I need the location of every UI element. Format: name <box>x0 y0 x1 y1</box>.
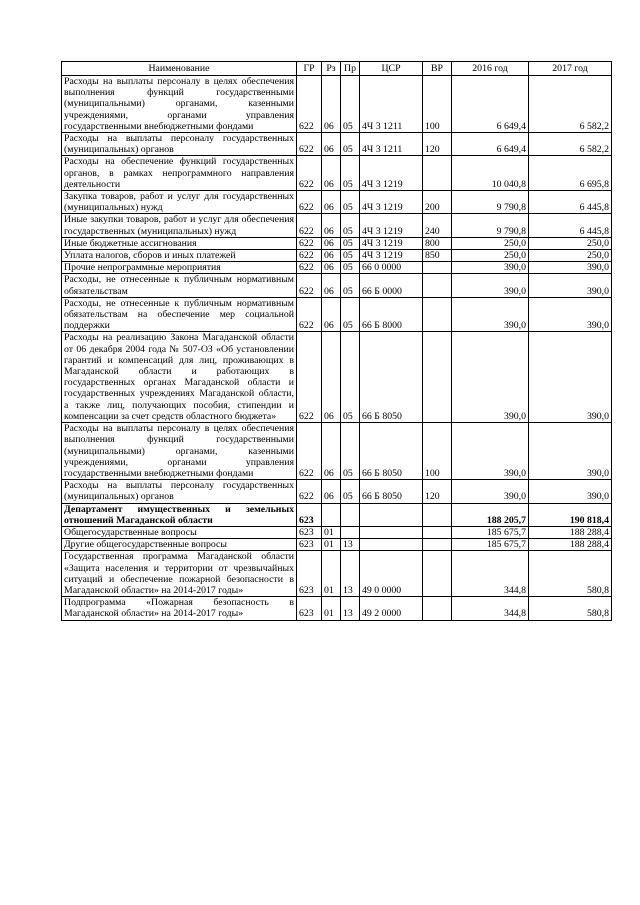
row-2017: 188 288,4 <box>529 539 612 551</box>
row-csr <box>360 526 423 538</box>
row-2016: 344,8 <box>452 597 529 620</box>
table-row <box>62 250 612 262</box>
row-2016: 344,8 <box>452 551 529 597</box>
row-vr: 800 <box>423 237 452 249</box>
row-rz: 06 <box>322 250 341 262</box>
header-pr: Пр <box>341 62 360 76</box>
header-row <box>62 62 612 76</box>
row-name: Государственная программа Магаданской области «Защита населения и территории от чрезвычайных ситуаций и обеспечение пожарной безопасности в Магаданской области» на 2014-2017 годы» <box>62 551 297 597</box>
table-row <box>62 551 612 597</box>
row-pr: 05 <box>341 332 360 423</box>
row-2017: 390,0 <box>529 480 612 503</box>
table-row <box>62 539 612 551</box>
header-gr: ГР <box>297 62 322 76</box>
row-csr: 49 2 0000 <box>360 597 423 620</box>
row-2016: 185 675,7 <box>452 526 529 538</box>
table-row <box>62 133 612 156</box>
row-2017: 6 445,8 <box>529 191 612 214</box>
row-2016: 10 040,8 <box>452 156 529 191</box>
row-2017: 6 582,2 <box>529 76 612 133</box>
row-rz <box>322 503 341 526</box>
row-name: Иные закупки товаров, работ и услуг для обеспечения государственных (муниципальных) нужд <box>62 214 297 237</box>
row-name: Закупка товаров, работ и услуг для государственных (муниципальных) нужд <box>62 191 297 214</box>
row-vr <box>423 597 452 620</box>
row-pr: 05 <box>341 214 360 237</box>
row-gr: 623 <box>297 526 322 538</box>
table-row <box>62 262 612 274</box>
row-gr: 622 <box>297 214 322 237</box>
row-vr <box>423 551 452 597</box>
row-2017: 250,0 <box>529 250 612 262</box>
row-rz: 06 <box>322 237 341 249</box>
row-pr: 13 <box>341 539 360 551</box>
row-gr: 623 <box>297 551 322 597</box>
row-rz: 06 <box>322 262 341 274</box>
row-2017: 6 582,2 <box>529 133 612 156</box>
row-pr: 05 <box>341 262 360 274</box>
table-row <box>62 332 612 423</box>
row-vr: 240 <box>423 214 452 237</box>
row-rz: 06 <box>322 133 341 156</box>
row-vr: 120 <box>423 480 452 503</box>
row-2016: 390,0 <box>452 297 529 332</box>
row-rz: 01 <box>322 526 341 538</box>
row-rz: 06 <box>322 480 341 503</box>
row-name: Иные бюджетные ассигнования <box>62 237 297 249</box>
row-csr: 4Ч 3 1211 <box>360 76 423 133</box>
row-2016: 185 675,7 <box>452 539 529 551</box>
row-gr: 622 <box>297 274 322 297</box>
table-row <box>62 156 612 191</box>
row-name: Расходы на выплаты персоналу в целях обеспечения выполнения функций государственными (муниципальными) органами, казенными учреждениями, органами управления государственными внебюджетными фондами <box>62 76 297 133</box>
row-2017: 6 695,8 <box>529 156 612 191</box>
row-pr: 05 <box>341 156 360 191</box>
row-pr: 05 <box>341 76 360 133</box>
row-vr <box>423 526 452 538</box>
row-vr <box>423 332 452 423</box>
row-gr: 623 <box>297 503 322 526</box>
row-pr: 05 <box>341 297 360 332</box>
row-rz: 06 <box>322 332 341 423</box>
row-gr: 622 <box>297 332 322 423</box>
row-vr <box>423 262 452 274</box>
row-rz: 06 <box>322 274 341 297</box>
row-pr: 05 <box>341 274 360 297</box>
table-row <box>62 237 612 249</box>
header-vr: ВР <box>423 62 452 76</box>
row-gr: 622 <box>297 133 322 156</box>
table-row <box>62 480 612 503</box>
row-csr: 4Ч 3 1211 <box>360 133 423 156</box>
table-row <box>62 297 612 332</box>
row-pr: 13 <box>341 597 360 620</box>
row-vr: 100 <box>423 423 452 480</box>
row-csr: 4Ч 3 1219 <box>360 250 423 262</box>
row-csr: 4Ч 3 1219 <box>360 156 423 191</box>
row-name: Департамент имущественных и земельных отношений Магаданской области <box>62 503 297 526</box>
table-row <box>62 423 612 480</box>
row-pr: 05 <box>341 191 360 214</box>
row-pr <box>341 526 360 538</box>
header-name: Наименование <box>62 62 297 76</box>
row-2016: 390,0 <box>452 480 529 503</box>
row-csr: 4Ч 3 1219 <box>360 237 423 249</box>
row-vr <box>423 539 452 551</box>
row-name: Расходы на обеспечение функций государственных органов, в рамках непрограммного направления деятельности <box>62 156 297 191</box>
row-vr: 200 <box>423 191 452 214</box>
row-gr: 622 <box>297 156 322 191</box>
row-2016: 390,0 <box>452 274 529 297</box>
row-gr: 623 <box>297 539 322 551</box>
row-vr: 100 <box>423 76 452 133</box>
row-name: Расходы на выплаты персоналу государственных (муниципальных) органов <box>62 133 297 156</box>
row-2016: 390,0 <box>452 262 529 274</box>
header-2017: 2017 год <box>529 62 612 76</box>
row-vr <box>423 274 452 297</box>
row-pr: 05 <box>341 423 360 480</box>
row-rz: 06 <box>322 214 341 237</box>
table-row <box>62 214 612 237</box>
row-csr: 66 Б 8050 <box>360 423 423 480</box>
row-rz: 01 <box>322 539 341 551</box>
row-csr: 66 Б 8050 <box>360 480 423 503</box>
row-name: Прочие непрограммные мероприятия <box>62 262 297 274</box>
row-2017: 250,0 <box>529 237 612 249</box>
table-row <box>62 526 612 538</box>
row-csr: 4Ч 3 1219 <box>360 214 423 237</box>
table-row <box>62 274 612 297</box>
row-2016: 188 205,7 <box>452 503 529 526</box>
row-rz: 01 <box>322 597 341 620</box>
row-gr: 623 <box>297 597 322 620</box>
budget-table <box>61 61 612 621</box>
row-2017: 390,0 <box>529 274 612 297</box>
row-csr: 49 0 0000 <box>360 551 423 597</box>
row-gr: 622 <box>297 423 322 480</box>
row-name: Расходы на реализацию Закона Магаданской области от 06 декабря 2004 года № 507-ОЗ «Об установлении гарантий и компенсаций для лиц, проживающих в Магаданской области и работающих в государственных органах Магаданской области и государственных учреждениях Магаданской области, а также лиц, получающих пособия, стипендии и компенсации за счет средств областного бюджета» <box>62 332 297 423</box>
row-pr: 05 <box>341 237 360 249</box>
row-csr: 66 Б 8050 <box>360 332 423 423</box>
row-name: Расходы на выплаты персоналу в целях обеспечения выполнения функций государственными (муниципальными) органами, казенными учреждениями, органами управления государственными внебюджетными фондами <box>62 423 297 480</box>
row-2017: 6 445,8 <box>529 214 612 237</box>
table-row <box>62 191 612 214</box>
table-row <box>62 76 612 133</box>
row-name: Другие общегосударственные вопросы <box>62 539 297 551</box>
row-2017: 580,8 <box>529 551 612 597</box>
row-name: Расходы, не отнесенные к публичным нормативным обязательствам на обеспечение мер социальной поддержки <box>62 297 297 332</box>
row-gr: 622 <box>297 480 322 503</box>
row-vr <box>423 156 452 191</box>
row-gr: 622 <box>297 76 322 133</box>
header-2016: 2016 год <box>452 62 529 76</box>
row-pr <box>341 503 360 526</box>
table-header <box>62 62 612 76</box>
row-pr: 05 <box>341 480 360 503</box>
row-name: Расходы, не отнесенные к публичным нормативным обязательствам <box>62 274 297 297</box>
row-vr <box>423 503 452 526</box>
row-rz: 06 <box>322 76 341 133</box>
row-2016: 6 649,4 <box>452 76 529 133</box>
row-rz: 06 <box>322 191 341 214</box>
row-2017: 390,0 <box>529 423 612 480</box>
row-2016: 390,0 <box>452 423 529 480</box>
row-2016: 250,0 <box>452 250 529 262</box>
row-vr: 850 <box>423 250 452 262</box>
row-gr: 622 <box>297 237 322 249</box>
row-name: Расходы на выплаты персоналу государственных (муниципальных) органов <box>62 480 297 503</box>
row-csr <box>360 503 423 526</box>
row-pr: 05 <box>341 133 360 156</box>
table-row <box>62 597 612 620</box>
row-rz: 06 <box>322 423 341 480</box>
row-rz: 01 <box>322 551 341 597</box>
row-csr: 4Ч 3 1219 <box>360 191 423 214</box>
row-2017: 390,0 <box>529 297 612 332</box>
row-pr: 13 <box>341 551 360 597</box>
row-gr: 622 <box>297 297 322 332</box>
row-2017: 188 288,4 <box>529 526 612 538</box>
table-body <box>62 76 612 621</box>
row-2016: 390,0 <box>452 332 529 423</box>
row-2017: 190 818,4 <box>529 503 612 526</box>
row-name: Подпрограмма «Пожарная безопасность в Магаданской области» на 2014-2017 годы» <box>62 597 297 620</box>
table-row <box>62 503 612 526</box>
row-csr: 66 0 0000 <box>360 262 423 274</box>
row-2017: 580,8 <box>529 597 612 620</box>
row-gr: 622 <box>297 262 322 274</box>
row-csr: 66 Б 8000 <box>360 297 423 332</box>
row-csr <box>360 539 423 551</box>
row-vr: 120 <box>423 133 452 156</box>
row-name: Уплата налогов, сборов и иных платежей <box>62 250 297 262</box>
row-pr: 05 <box>341 250 360 262</box>
row-rz: 06 <box>322 156 341 191</box>
header-rz: Рз <box>322 62 341 76</box>
row-rz: 06 <box>322 297 341 332</box>
row-gr: 622 <box>297 250 322 262</box>
row-gr: 622 <box>297 191 322 214</box>
row-name: Общегосударственные вопросы <box>62 526 297 538</box>
row-vr <box>423 297 452 332</box>
row-2016: 250,0 <box>452 237 529 249</box>
row-2016: 9 790,8 <box>452 191 529 214</box>
row-csr: 66 Б 0000 <box>360 274 423 297</box>
row-2017: 390,0 <box>529 262 612 274</box>
row-2016: 6 649,4 <box>452 133 529 156</box>
row-2016: 9 790,8 <box>452 214 529 237</box>
header-csr: ЦСР <box>360 62 423 76</box>
row-2017: 390,0 <box>529 332 612 423</box>
